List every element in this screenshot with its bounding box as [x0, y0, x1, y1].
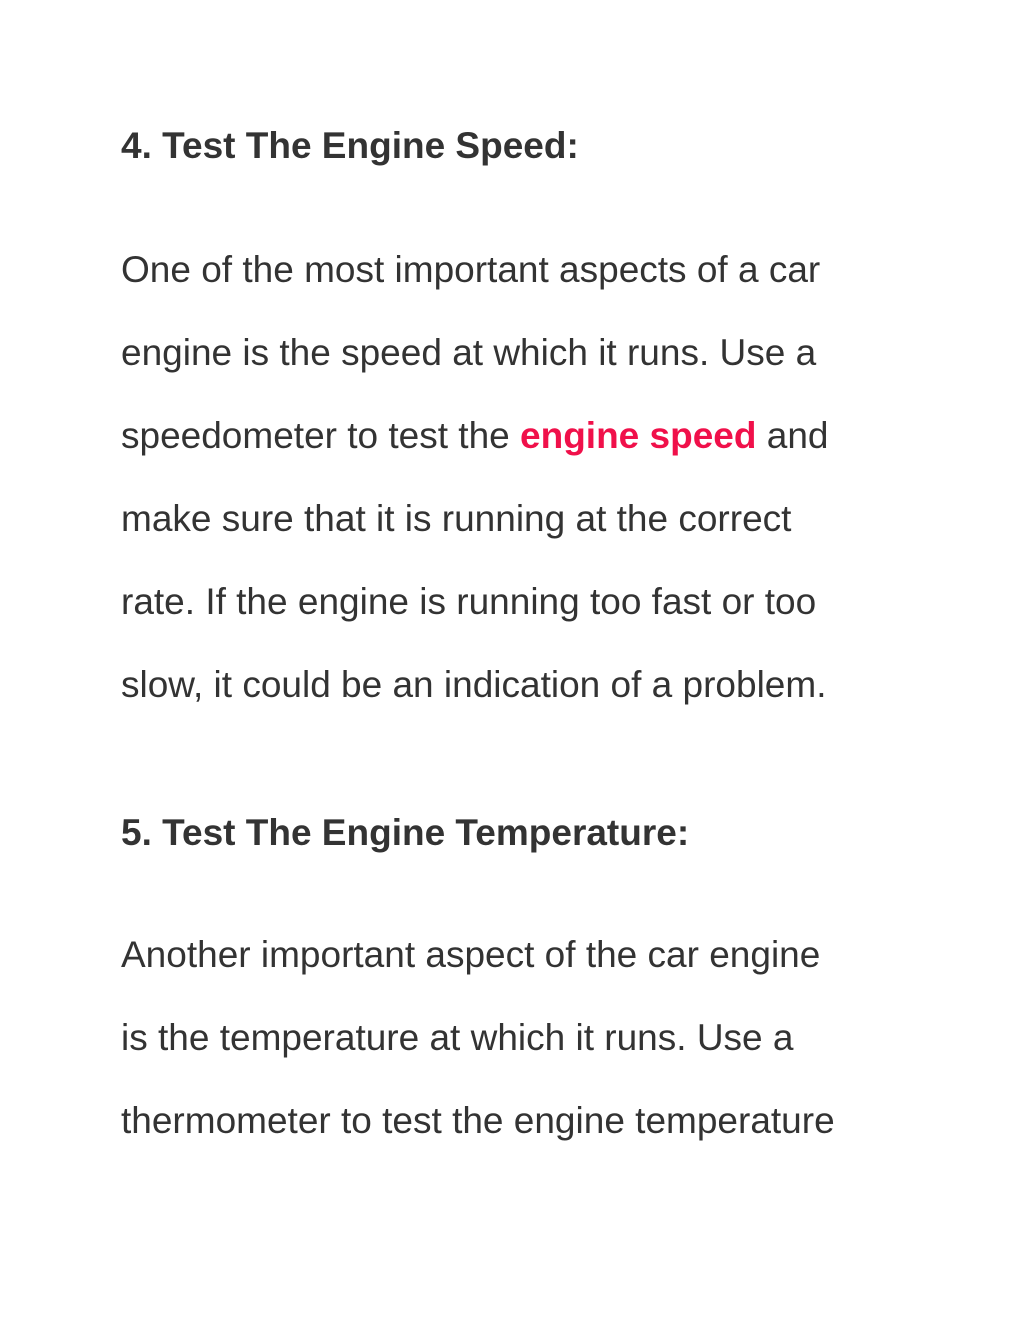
- section-5-paragraph: [121, 913, 921, 1162]
- paragraph-line: slow, it could be an indication of a problem.: [121, 664, 827, 705]
- paragraph-line-with-link: [121, 394, 921, 477]
- link-suffix-text: and: [756, 415, 829, 456]
- paragraph-line: engine is the speed at which it runs. Use a: [121, 332, 817, 373]
- engine-speed-link[interactable]: engine speed: [520, 415, 757, 456]
- section-4-heading: 4. Test The Engine Speed:: [121, 125, 579, 166]
- paragraph-line: Another important aspect of the car engine: [121, 934, 821, 975]
- paragraph-line: One of the most important aspects of a car: [121, 249, 821, 290]
- paragraph-line: is the temperature at which it runs. Use a: [121, 1017, 794, 1058]
- section-4-paragraph: [121, 228, 921, 726]
- section-5-heading: 5. Test The Engine Temperature:: [121, 812, 690, 853]
- link-prefix-text: speedometer to test the: [121, 415, 521, 456]
- paragraph-line: make sure that it is running at the correct: [121, 498, 792, 539]
- paragraph-line: thermometer to test the engine temperature: [121, 1100, 835, 1141]
- paragraph-line: rate. If the engine is running too fast or too: [121, 581, 817, 622]
